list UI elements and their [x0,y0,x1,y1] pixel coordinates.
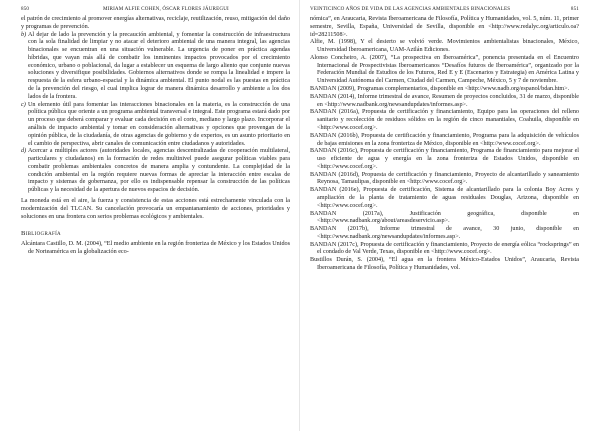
reference-entry: BANDAN (2009), Programas complementarios, disponible en <http://www.nadb.org/espanol/bdan.htm>. [310,86,570,93]
list-item-b [21,32,290,102]
left-page-number: 850 [21,6,30,12]
list-item-d [21,148,290,195]
list-text: Acercar a múltiples actores (autoridades locales, agencias descentralizadas de cooperación multilateral, particulares y ciudadanos) en la formación de redes multinivel puede asegurar políticas viables para combatir problemas ambientales concretos de manera amplia y contundente. La complejidad de la condición ambiental en la región requiere nuevas formas de apreciar la interacción entre escalas de impacto y sistemas de gobernanza, por ello es indispensable repensar la construcción de las políticas públicas y la necesidad de la apertura de nuevos espacios de decisión. [28,148,290,194]
right-running-title: VEINTICINCO AÑOS DE VIDA DE LAS AGENCIAS AMBIENTALES BINACIONALES [310,6,511,12]
right-page-number: 851 [570,6,579,12]
reference-entry: BANDAN (2016d), Propuesta de certificación y financiamiento, Proyecto de alcantarillado y saneamiento Reynosa, Tamaulipas, disponible en <http://www.cocef.org>. [310,171,579,186]
right-page [300,0,600,431]
reference-entry: Alonso Concheiro, A. (2007), “La prospectiva en Iberoamérica”, ponencia presentada en el Encuentro Internacional de Prospectivistas Iberoamericanos “Desafíos futuros de Iberoamérica”, organizado por la Federación Mundial de Estudios de los Futuros, Red E y E (Escenarios y Estrategia) en América Latina y Universidad Autónoma del Carmen, Ciudad del Carmen, Campeche, México, 5 y 7 de noviembre. [310,54,579,85]
reference-entry: Alfie, M. (1998), Y el desierto se volvió verde. Movimientos ambientalistas binacionales, México, Universidad Iberoamericana, UAM-Aztlán Ediciones. [310,39,579,54]
continuation-text: el patrón de crecimiento al promover energías alternativas, reciclaje, reutilización, reuso, mitigación del daño y programas de prevención. [21,16,290,30]
list-text: Un elemento útil para fomentar las interacciones binacionales en la materia, es la construcción de una política pública que oriente a un programa ambiental transversal e integral. Este programa estará dado por un proceso que deberá comparar y evaluar cada decisión en el corto, mediano y largo plazo. Incorporar el análisis de impacto ambiental y tomar en consideración alternativas y opciones que provengan de la opinión pública, de la ciudadanía, de otras agencias de gobierno y de expertos, es un asunto prioritario en el cambio de perspectiva, abrir canales de comunicación entre ciudadanos y autoridades. [28,101,290,147]
left-body-text [21,16,290,257]
closing-paragraph: La moneda está en el aire, la fuerza y consistencia de estas acciones está estrechamente vinculada con la modernización del TLCAN. Su cancelación provocaría un empantanamiento de acciones, prioridades y soluciones en una frontera con serios problemas ecológicos y ambientales. [21,197,290,220]
reference-entry: BANDAN (2017b), Informe trimestral de avance, 30 junio, disponible en <http://www.nadbank.org/newsandupdates/informes.asp>. [310,226,579,240]
reference-entry: Alcántara Castillo, D. M. (2004), “El medio ambiente en la región fronteriza de México y los Estados Unidos de Norteamérica en la globalización eco- [21,241,290,255]
reference-entry: Bustillos Durán, S. (2004), “El agua en la frontera México-Estados Unidos”, Araucaria, Revista Iberoamericana de Filosofía, Política y Humanidades, vol. [310,257,579,271]
reference-entry: BANDAN (2017a), Justificación geográfica, disponible en <http://www.nadbank.org/about/areasdeservicio.asp>. [310,210,579,225]
reference-entry: BANDAN (2016c), Propuesta de certificación y financiamiento, Programa de financiamiento para mejorar el uso eficiente de agua y energía en la zona fronteriza de Estados Unidos, disponible en <http://www.cocef.org>. [310,148,579,170]
list-letter: d) [21,148,27,155]
list-letter: b) [21,31,27,38]
left-running-title: MIRIAM ALFIE COHEN, ÓSCAR FLORES JÁUREGUI [103,6,229,12]
reference-entry: BANDAN (2017c), Propuesta de certificación y financiamiento, Proyecto de energía eólica “rocksprings” en el condado de Val Verde, Texas, disponible en <http://www.cocef.org>. [310,241,579,256]
reference-entry: BANDAN (2014), Informe trimestral de avance, Resumen de proyectos concluidos, 31 de marzo, disponible en <http://www.nadbank.org/newsandupdates/informes.asp>. [310,93,579,108]
reference-continuation: nómica”, en Araucaria, Revista Iberoamericana de Filosofía, Política y Humanidades, vol. 5, núm. 11, primer semestre, Sevilla, España, Universidad de Sevilla, disponible en <http://www.redalyc.org/articulo.oa?id=28211508>. [310,16,579,38]
reference-entry: BANDAN (2016a), Propuesta de certificación y financiamiento, Equipo para las operaciones del relleno sanitario y recolección de residuos sólidos en la región de cinco manantiales, Coahuila, disponible en <http://www.cocef.org>. [310,109,579,131]
list-text: Al dejar de lado la prevención y la precaución ambiental, y fomentar la construcción de infraestructura con la sola finalidad de limpiar y no atacar el deterioro ambiental de una manera integral, las agencias binacionales se encuentran en una situación vulnerable. La urgencia de poner en práctica agendas híbridas, que vayan más allá de combatir los inminentes impactos provocados por el crecimiento económico, urbano o poblacional, da lugar a establecer un esquema de largo aliento que conjunte nuevas soluciones y diversifique posibilidades. Gobiernos alternativos donde se rompa la linealidad e impere la respuesta de la esfera urbano-espacial y la dinámica ambiental. El punto nodal es las puestas en práctica de la prevención del riesgo, el cual implica lograr de manera dinámica desarrollo y ambiente a los dos lados de la frontera. [28,31,290,100]
right-running-head [310,5,579,13]
left-running-head [21,5,290,13]
list-item-c [21,102,290,149]
right-body-text [310,16,579,273]
list-letter: c) [21,101,26,108]
reference-entry: BANDAN (2016e), Propuesta de certificación, Sistema de alcantarillado para la colonia Boy Acres y ampliación de la planta de tratamiento de aguas residuales Douglas, Arizona, disponible en <http://www.cocef.org>. [310,187,579,209]
reference-entry: BANDAN (2016b), Propuesta de certificación y financiamiento, Programa para la adquisición de vehículos de bajas emisiones en la zona fronteriza de México, disponible en <http://www.cocef.org>. [310,132,579,147]
bibliography-heading: Bibliografía [21,230,61,238]
